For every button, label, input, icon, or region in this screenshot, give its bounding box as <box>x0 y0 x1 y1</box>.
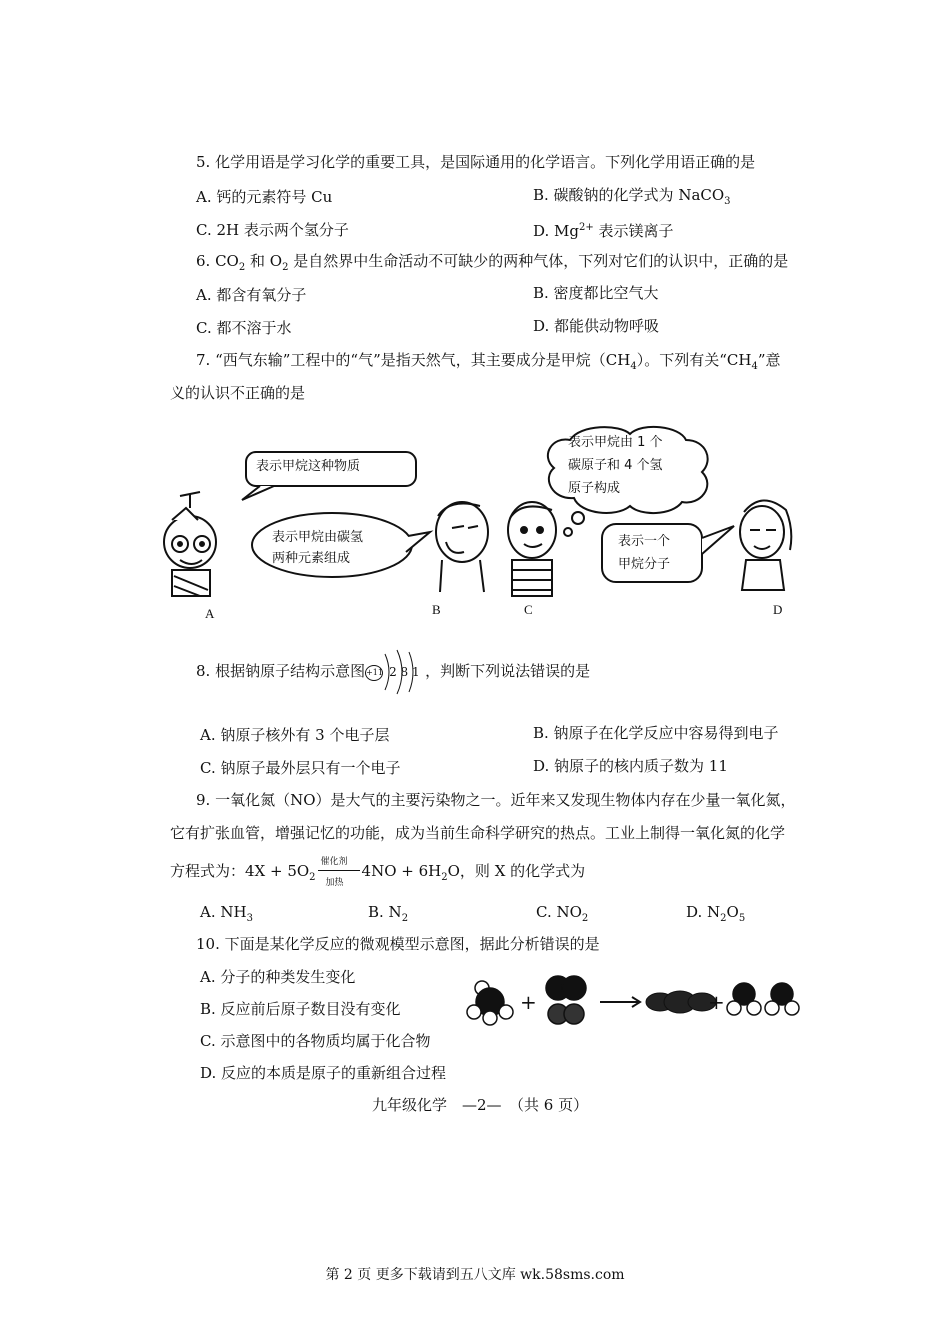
character-c-label: C <box>524 602 533 617</box>
q9-option-a-sub: 3 <box>246 913 253 924</box>
q9-option-d-sub1: 2 <box>720 913 727 924</box>
q6-stem <box>196 251 788 278</box>
bubble-b-text-2: 两种元素组成 <box>272 551 351 566</box>
q7-stem <box>196 350 780 377</box>
reactant-molecule-1 <box>467 981 513 1025</box>
q6-option-d: D. 都能供动物呼吸 <box>533 317 660 335</box>
q9-option-d-mid: O <box>726 903 739 921</box>
q7-cartoon-illustration <box>150 420 810 620</box>
q7-stem-3: ”意 <box>757 351 781 369</box>
bubble-d-text-2: 甲烷分子 <box>618 557 671 572</box>
heat-label: 加热 <box>325 878 344 888</box>
q7-stem-1: 7. “西气东输”工程中的“气”是指天然气，其主要成分是甲烷（CH <box>196 351 631 369</box>
product-molecule-2 <box>727 983 799 1015</box>
q6-stem-2: 和 O <box>245 252 283 270</box>
character-c <box>508 502 556 596</box>
bubble-d-text-1: 表示一个 <box>618 534 671 549</box>
q10-option-d: D. 反应的本质是原子的重新组合过程 <box>200 1064 447 1082</box>
character-a-label: A <box>205 606 215 621</box>
q5-stem: 5. 化学用语是学习化学的重要工具，是国际通用的化学语言。下列化学用语正确的是 <box>196 153 756 171</box>
equals-bar <box>318 870 360 871</box>
q9-option-a-text: A. NH <box>200 903 247 921</box>
q6-stem-3: 是自然界中生命活动不可缺少的两种气体，下列对它们的认识中，正确的是 <box>288 252 789 270</box>
q8-stem <box>196 661 590 682</box>
q7-stem-sub2: 4 <box>751 361 758 372</box>
q7-stem-2: ）。下列有关“CH <box>636 351 752 369</box>
q9-option-b <box>368 902 408 929</box>
character-d-label: D <box>773 602 783 617</box>
q9-option-d-text: D. N <box>686 903 721 921</box>
q8-stem-2: ，判断下列说法错误的是 <box>425 662 591 680</box>
q9-line2: 它有扩张血管，增强记忆的功能，成为当前生命科学研究的热点。工业上制得一氧化氮的化学 <box>170 824 786 842</box>
q6-stem-sub1: 2 <box>238 262 246 273</box>
q9-eq-sub2: 2 <box>441 872 448 883</box>
q5-option-b <box>533 185 731 212</box>
q9-eq-prefix: 方程式为：4X + 5O <box>170 862 310 880</box>
q8-option-b: B. 钠原子在化学反应中容易得到电子 <box>533 724 779 742</box>
q9-line1: 9. 一氧化氮（NO）是大气的主要污染物之一。近年来又发现生物体内存在少量一氧化氮， <box>196 791 796 809</box>
q10-option-b: B. 反应前后原子数目没有变化 <box>200 1000 401 1018</box>
q5-option-d-suffix: 表示镁离子 <box>593 222 674 240</box>
q9-option-d-sub2: 5 <box>738 913 746 924</box>
q5-option-c: C. 2H 表示两个氢分子 <box>196 221 349 239</box>
q8-option-c: C. 钠原子最外层只有一个电子 <box>200 759 401 777</box>
bubble-b-text-1: 表示甲烷由碳氢 <box>272 530 364 545</box>
page-footer: 九年级化学 —2— （共 6 页） <box>372 1096 589 1114</box>
bubble-c-text-1: 表示甲烷由 1 个 <box>568 435 663 450</box>
q9-eq-suffix: O，则 X 的化学式为 <box>447 862 586 880</box>
q9-eq-mid: 4NO + 6H <box>361 862 442 880</box>
q9-option-c <box>536 902 588 929</box>
bubble-d-tail <box>702 526 734 554</box>
q10-option-c: C. 示意图中的各物质均属于化合物 <box>200 1032 431 1050</box>
q8-option-d: D. 钠原子的核内质子数为 11 <box>533 757 728 775</box>
bubble-c-dot-1 <box>572 512 584 524</box>
q5-option-d-text: D. Mg <box>533 222 579 240</box>
bubble-b-tail <box>406 532 430 552</box>
q9-eq-sub1: 2 <box>309 872 316 883</box>
q6-stem-sub2: 2 <box>282 262 289 273</box>
bubble-c-text-2: 碳原子和 4 个氢 <box>568 458 663 473</box>
reaction-plus-2: + <box>708 990 725 1014</box>
sodium-shells: 2 8 1 <box>389 665 420 679</box>
q9-equation <box>170 857 586 888</box>
q9-option-a <box>200 902 253 929</box>
sodium-nucleus: +11 <box>365 665 383 681</box>
q6-option-c: C. 都不溶于水 <box>196 319 292 337</box>
sodium-atom-diagram <box>365 662 425 682</box>
q6-option-a: A. 都含有氧分子 <box>196 286 307 304</box>
q8-stem-1: 8. 根据钠原子结构示意图 <box>196 662 366 680</box>
bubble-c-dot-2 <box>564 528 572 536</box>
q10-option-a: A. 分子的种类发生变化 <box>200 968 356 986</box>
q9-option-c-text: C. NO <box>536 903 582 921</box>
q5-option-d-sup: 2+ <box>579 222 594 233</box>
q9-option-d <box>686 902 745 929</box>
q5-option-b-sub: 3 <box>724 196 731 207</box>
q5-option-a: A. 钙的元素符号 Cu <box>196 188 333 206</box>
q6-stem-1: 6. CO <box>196 252 239 270</box>
character-d <box>740 500 791 590</box>
reaction-model-diagram <box>460 958 810 1038</box>
character-a <box>164 492 216 596</box>
q9-option-b-sub: 2 <box>401 913 409 924</box>
bubble-a-tail <box>242 486 274 500</box>
reaction-arrow-icon <box>600 997 640 1007</box>
reaction-arrow <box>318 857 360 888</box>
sodium-shell-arcs <box>381 648 425 696</box>
reaction-plus-1: + <box>520 990 537 1014</box>
reactant-molecule-2 <box>546 976 586 1024</box>
q9-option-c-sub: 2 <box>581 913 589 924</box>
character-b-label: B <box>432 602 441 617</box>
character-b <box>436 502 488 592</box>
q5-option-d <box>533 218 674 241</box>
bubble-c-text-3: 原子构成 <box>568 481 621 496</box>
catalyst-label: 催化剂 <box>320 857 348 867</box>
q7-stem-sub1: 4 <box>630 361 637 372</box>
product-molecule-1 <box>646 991 716 1013</box>
q6-option-b: B. 密度都比空气大 <box>533 284 659 302</box>
q5-option-b-text: B. 碳酸钠的化学式为 NaCO <box>533 186 725 204</box>
bubble-a-text: 表示甲烷这种物质 <box>256 459 361 474</box>
q7-stem-line2: 义的认识不正确的是 <box>170 384 306 402</box>
q9-option-b-text: B. N <box>368 903 402 921</box>
site-footer: 第 2 页 更多下载请到五八文库 wk.58sms.com <box>325 1267 625 1283</box>
q10-stem: 10. 下面是某化学反应的微观模型示意图，据此分析错误的是 <box>196 935 600 953</box>
q8-option-a: A. 钠原子核外有 3 个电子层 <box>200 726 390 744</box>
